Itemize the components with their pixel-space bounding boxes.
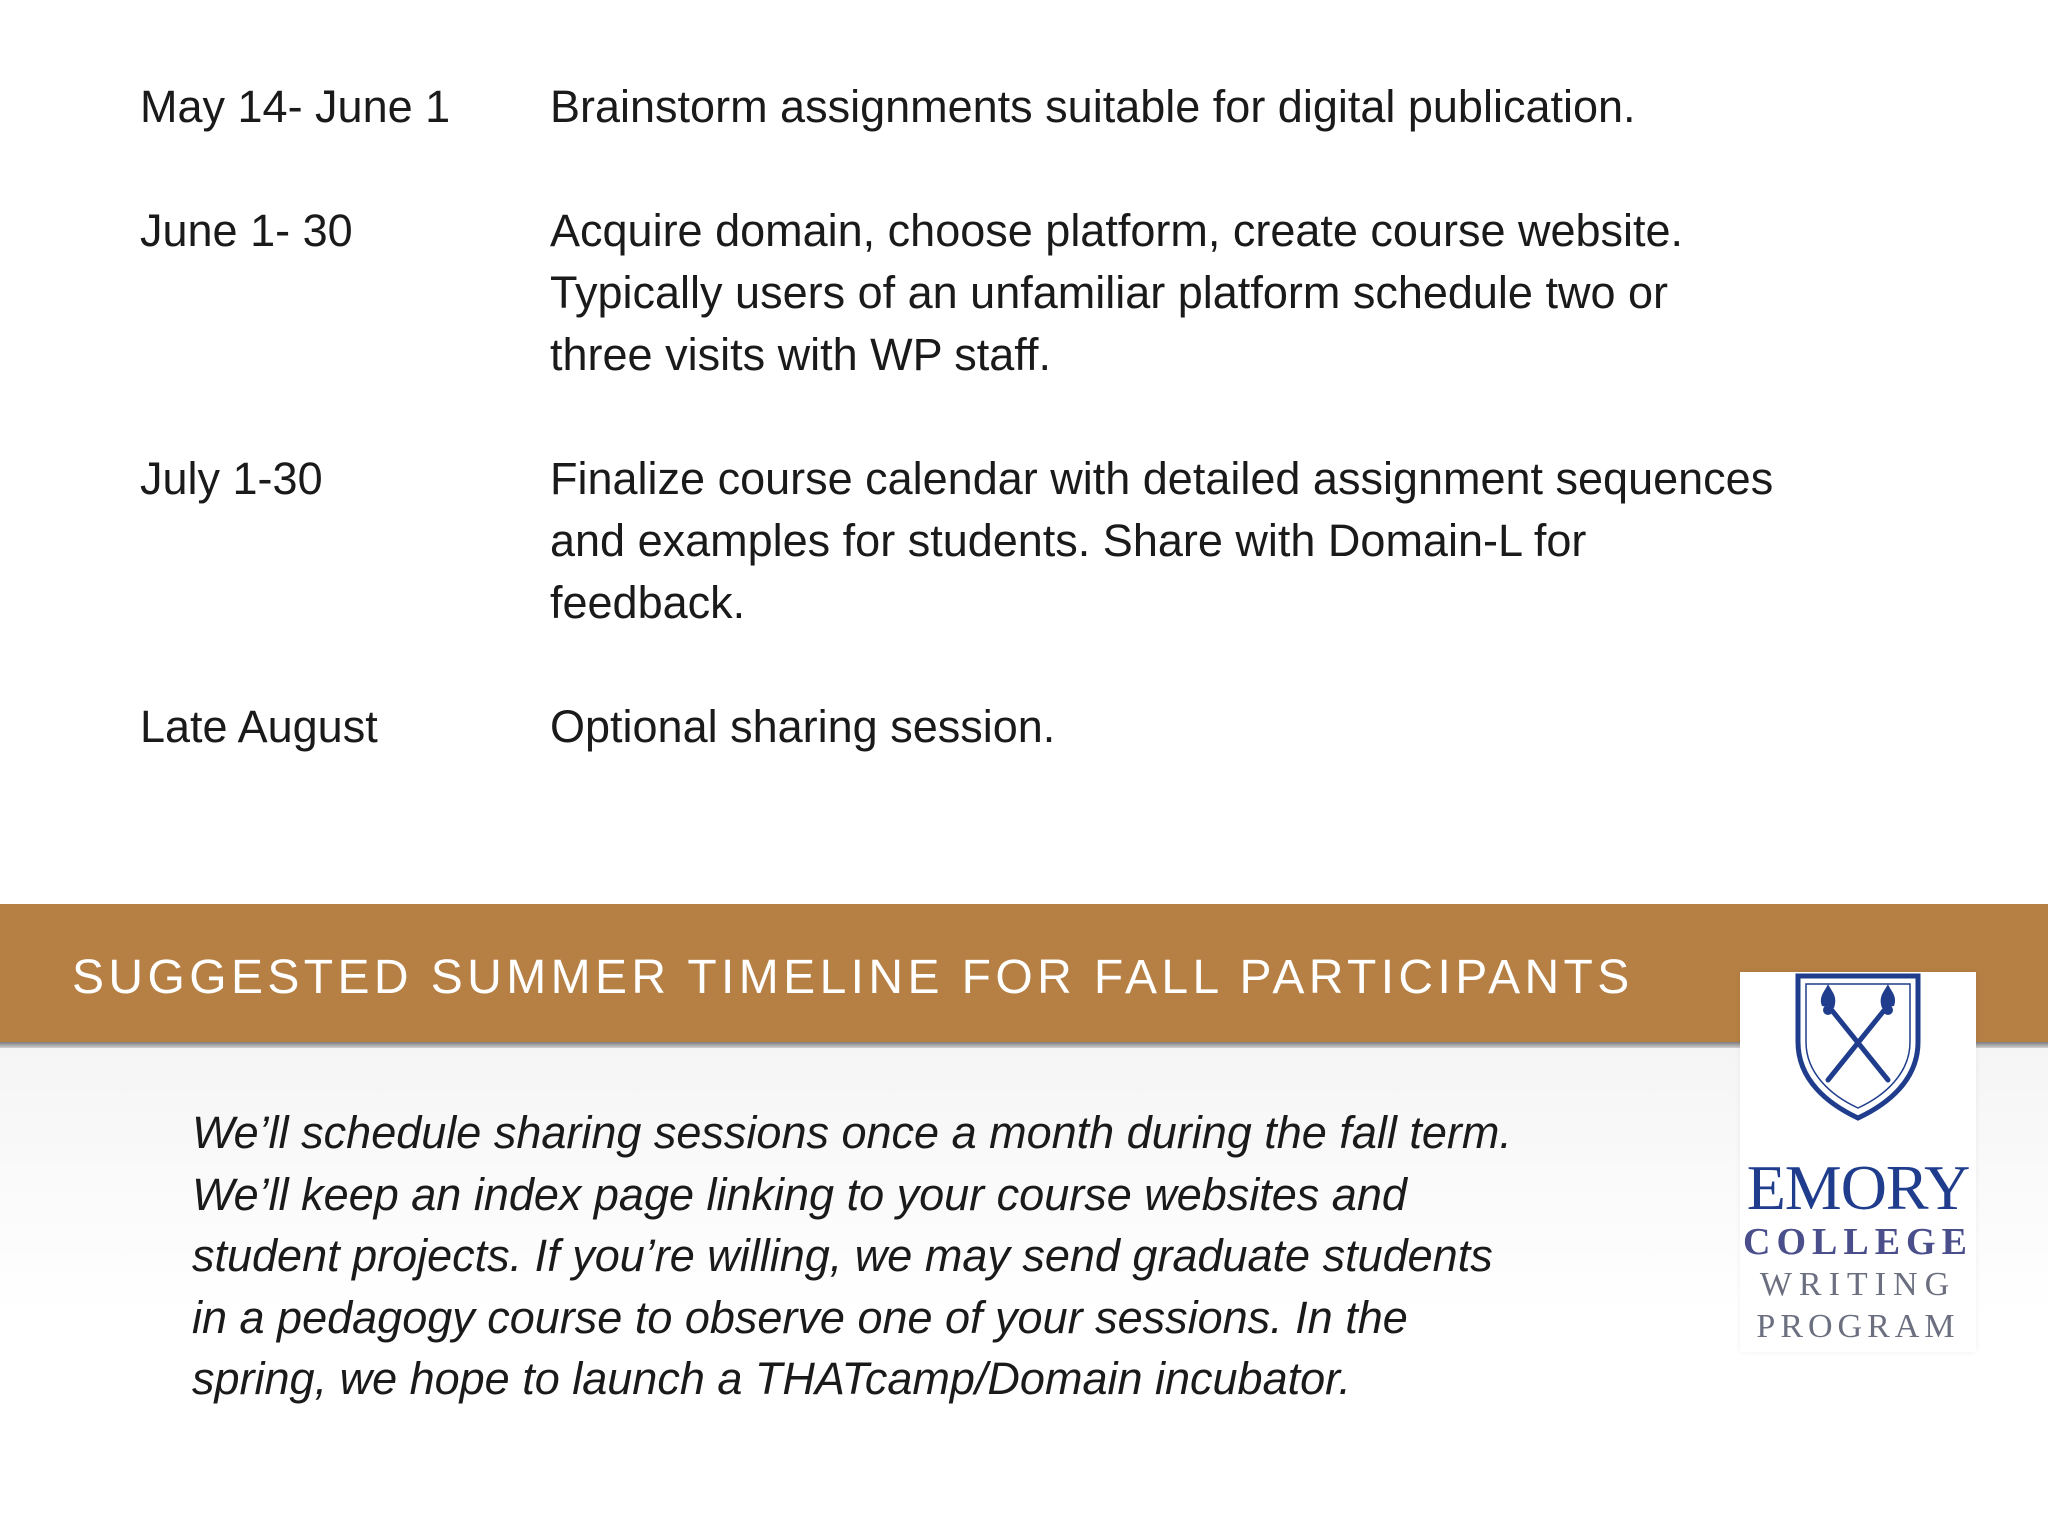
description-line: Optional sharing session. bbox=[550, 701, 1056, 752]
timeline-date: June 1- 30 bbox=[140, 205, 353, 256]
timeline-description bbox=[550, 696, 1940, 758]
logo-college: COLLEGE bbox=[1743, 1221, 1973, 1263]
description-line: Finalize course calendar with detailed assignment sequences bbox=[550, 453, 1774, 504]
emory-shield-torches-icon bbox=[1792, 972, 1924, 1122]
description-line: feedback. bbox=[550, 577, 746, 628]
timeline-description bbox=[550, 76, 1940, 138]
logo-writing: WRITING bbox=[1759, 1266, 1957, 1303]
timeline-row bbox=[140, 200, 1940, 386]
logo-emory: EMORY bbox=[1746, 1152, 1970, 1223]
timeline-table bbox=[140, 76, 1940, 758]
timeline-row bbox=[140, 696, 1940, 758]
note-line: We’ll schedule sharing sessions once a month during the fall term. bbox=[192, 1107, 1512, 1158]
description-line: and examples for students. Share with Domain-L for bbox=[550, 515, 1587, 566]
note-paragraph bbox=[192, 1102, 1632, 1410]
timeline-row bbox=[140, 448, 1940, 634]
timeline-row bbox=[140, 76, 1940, 138]
note-line: in a pedagogy course to observe one of your sessions. In the bbox=[192, 1291, 1408, 1343]
timeline-date: July 1-30 bbox=[140, 453, 323, 504]
emory-writing-program-logo bbox=[1740, 972, 1976, 1352]
description-line: Acquire domain, choose platform, create course website. bbox=[550, 205, 1684, 256]
note-line: student projects. If you’re willing, we may send graduate students bbox=[192, 1230, 1493, 1281]
timeline-description bbox=[550, 200, 1940, 386]
note-line: spring, we hope to launch a THATcamp/Domain incubator. bbox=[192, 1353, 1351, 1404]
note-line: We’ll keep an index page linking to your course websites and bbox=[192, 1168, 1407, 1220]
slide-title: SUGGESTED SUMMER TIMELINE FOR FALL PARTICIPANTS bbox=[72, 951, 1634, 1004]
timeline-description bbox=[550, 448, 1940, 634]
description-line: three visits with WP staff. bbox=[550, 329, 1051, 380]
description-line: Brainstorm assignments suitable for digital publication. bbox=[550, 81, 1636, 132]
logo-program: PROGRAM bbox=[1756, 1308, 1960, 1345]
timeline-date: Late August bbox=[140, 701, 378, 752]
description-line: Typically users of an unfamiliar platform schedule two or bbox=[550, 267, 1668, 318]
timeline-date: May 14- June 1 bbox=[140, 81, 451, 132]
